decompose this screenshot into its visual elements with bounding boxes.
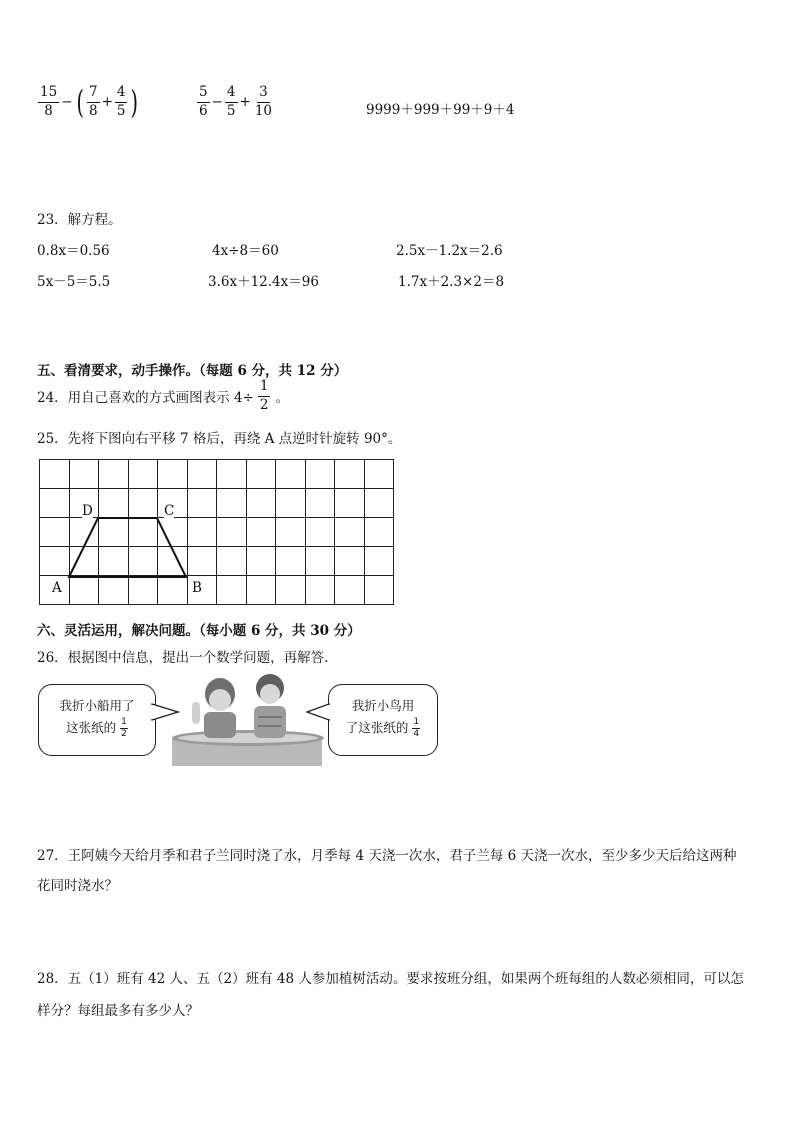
bubble-line: 我折小鸟用: [351, 698, 415, 713]
section-5-title: 五、看清要求，动手操作。（每题 6 分，共 12 分）: [37, 363, 348, 379]
frac-num: 4: [115, 86, 128, 103]
frac-den: 8: [88, 102, 98, 119]
right-bubble-tail: [306, 700, 330, 730]
equation: 0.8x＝0.56: [37, 243, 110, 259]
frac-den: 8: [44, 102, 53, 119]
point-label-b: B: [192, 580, 202, 596]
equation: 3.6x＋12.4x＝96: [208, 274, 319, 290]
q25-text: 25．先将下图向右平移 7 格后，再绕 A 点逆时针旋转 90°。: [37, 431, 402, 447]
q24-prefix: 24．用自己喜欢的方式画图表示 4÷: [37, 390, 254, 406]
q23-title: 23．解方程。: [37, 212, 122, 228]
q26-text: 26．根据图中信息，提出一个数学问题，再解答.: [37, 650, 329, 666]
q28-line-1: 28．五（1）班有 42 人、五（2）班有 48 人参加植树活动。要求按班分组，如果两个班每组的人数必须相同，可以怎: [37, 971, 744, 987]
children-illustration-icon: [168, 672, 328, 768]
plus-sign: +: [101, 94, 113, 110]
q24-suffix: 。: [275, 390, 289, 406]
frac-num: 5: [197, 86, 210, 103]
q27-line-1: 27．王阿姨今天给月季和君子兰同时浇了水，月季每 4 天浇一次水，君子兰每 6 天浇一次水，至少多少天后给这两种: [37, 848, 737, 864]
trapezoid: [69, 518, 186, 577]
frac-den: 5: [116, 102, 126, 119]
right-paren: ): [130, 83, 139, 121]
expression-3: 9999＋999＋99＋9＋4: [366, 102, 515, 118]
frac-num: 4: [225, 86, 238, 103]
bubble-line: 我折小船用了: [59, 698, 135, 713]
frac-den: 4: [413, 729, 420, 739]
equation: 1.7x＋2.3×2＝8: [398, 274, 505, 290]
frac-num: 1: [413, 717, 420, 727]
bubble-line: 这张纸的: [66, 720, 117, 735]
plus-sign: +: [239, 94, 251, 110]
equation: 4x÷8＝60: [212, 243, 279, 259]
frac-num: 1: [121, 717, 127, 727]
frac-den: 2: [121, 729, 127, 739]
frac-num: 15: [38, 86, 59, 103]
frac-den: 10: [254, 102, 272, 119]
equation: 5x－5＝5.5: [37, 274, 111, 290]
bubble-line: 了这张纸的: [345, 720, 409, 735]
right-speech-bubble: [328, 684, 438, 756]
frac-num: 3: [257, 86, 270, 103]
minus-sign: −: [211, 94, 223, 110]
point-label-c: C: [164, 503, 175, 519]
left-paren: (: [75, 83, 84, 121]
frac-den: 2: [259, 396, 269, 413]
q28-line-2: 样分？每组最多有多少人？: [37, 1003, 199, 1019]
q27-line-2: 花同时浇水？: [37, 878, 118, 894]
minus-sign: −: [61, 94, 73, 110]
frac-num: 1: [258, 380, 271, 397]
frac-den: 5: [226, 102, 236, 119]
section-6-title: 六、灵活运用，解决问题。（每小题 6 分，共 30 分）: [37, 623, 361, 639]
equation: 2.5x－1.2x＝2.6: [396, 243, 503, 259]
left-speech-bubble: [38, 684, 156, 756]
point-label-d: D: [82, 503, 93, 519]
frac-num: 7: [87, 86, 100, 103]
point-label-a: A: [52, 580, 62, 596]
frac-den: 6: [199, 102, 208, 119]
